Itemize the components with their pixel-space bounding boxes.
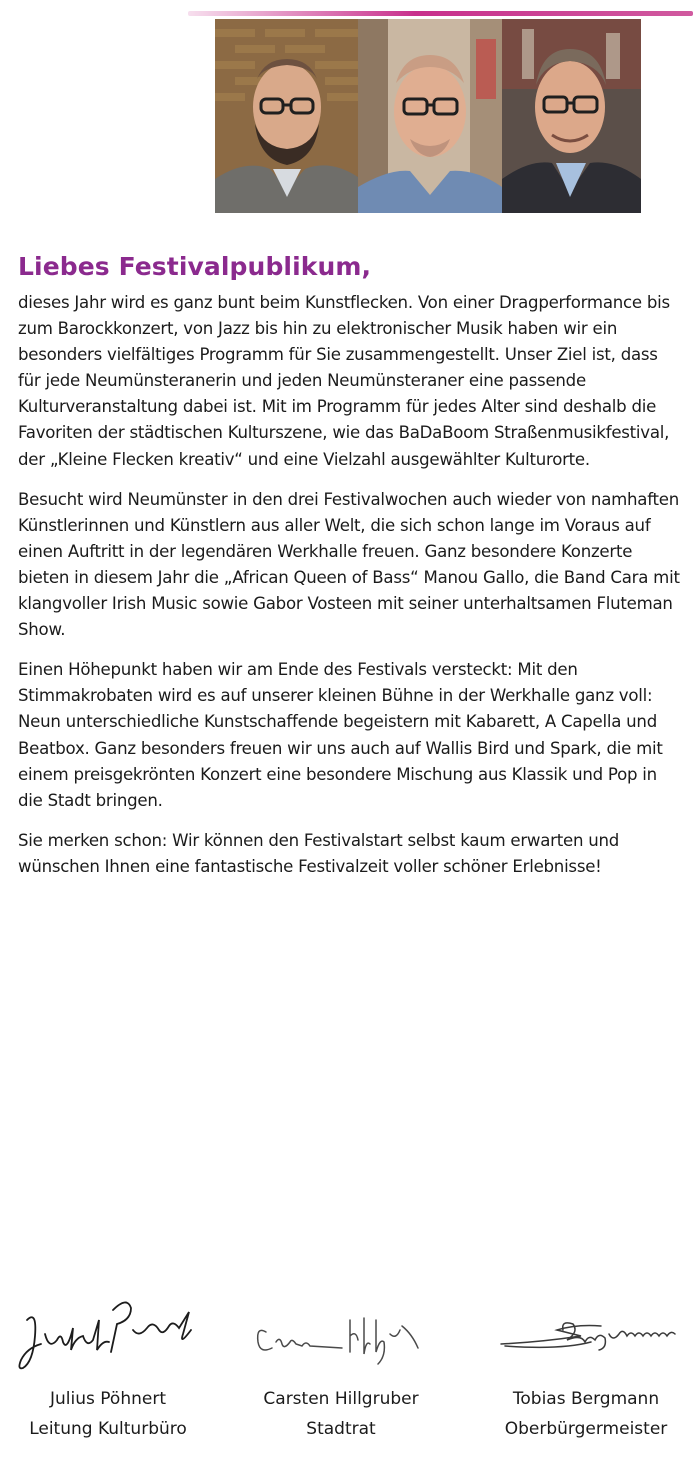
signatory-role: Oberbürgermeister [504,1419,668,1439]
signatory-name: Tobias Bergmann [512,1389,660,1409]
signatory-poehnert [8,1290,208,1444]
portrait-photo-3 [502,19,641,213]
signatory-name: Carsten Hillgruber [263,1389,419,1409]
paragraph: dieses Jahr wird es ganz bunt beim Kunstflecken. Von einer Dragperformance bis zum Barockkonzert, von Jazz bis hin zu elektronischer Musik haben wir ein besonders vielfältiges Programm für Sie zusammengestellt. Unser Ziel ist, dass für jede Neumünsteranerin und jeden Neumünsteraner eine passende Kulturveranstaltung dabei ist. Mit im Programm für jedes Alter sind deshalb die Favoriten der städtischen Kulturszene, wie das BaDaBoom Straßenmusikfestival, der „Kleine Flecken kreativ“ und eine Vielzahl ausgewählter Kulturorte. [18,293,670,469]
signatory-bergmann [476,1290,696,1444]
paragraph: Einen Höhepunkt haben wir am Ende des Festivals versteckt: Mit den Stimmakrobaten wird es auf unserer kleinen Bühne in der Werkhalle ganz voll: Neun unterschiedliche Kunstschaffende begeistern mit Kabarett, A Capella und Beatbox. Ganz besonders freuen wir uns auch auf Wallis Bird und Spark, die mit einem preisgekrönten Konzert eine besondere Mischung aus Klassik und Pop in die Stadt bringen. [18,660,663,810]
portrait-photo-2 [358,19,502,213]
portrait-photo-1 [215,19,358,213]
paragraph: Sie merken schon: Wir können den Festivalstart selbst kaum erwarten und wünschen Ihnen eine fantastische Festivalzeit voller schöner Erlebnisse! [18,830,620,876]
letter-greeting: Liebes Festivalpublikum, [18,252,372,281]
signatory-role: Stadtrat [306,1419,376,1439]
handwritten-signature-icon [246,1290,436,1376]
letter-body [18,290,682,894]
signatory-role: Leitung Kulturbüro [29,1419,187,1439]
handwritten-signature-icon [481,1290,691,1376]
signatory-hillgruber [246,1290,436,1444]
portrait-strip [215,19,641,213]
signatory-name: Julius Pöhnert [50,1389,166,1409]
top-accent-rule [188,11,693,16]
paragraph: Besucht wird Neumünster in den drei Festivalwochen auch wieder von namhaften Künstlerinnen und Künstlern aus aller Welt, die sich schon lange im Voraus auf einen Auftritt in der legendären Werkhalle freuen. Ganz besondere Konzerte bieten in diesem Jahr die „African Queen of Bass“ Manou Gallo, die Band Cara mit klangvoller Irish Music sowie Gabor Vosteen mit seiner unterhaltsamen Fluteman Show. [18,489,680,640]
handwritten-signature-icon [13,1290,203,1376]
